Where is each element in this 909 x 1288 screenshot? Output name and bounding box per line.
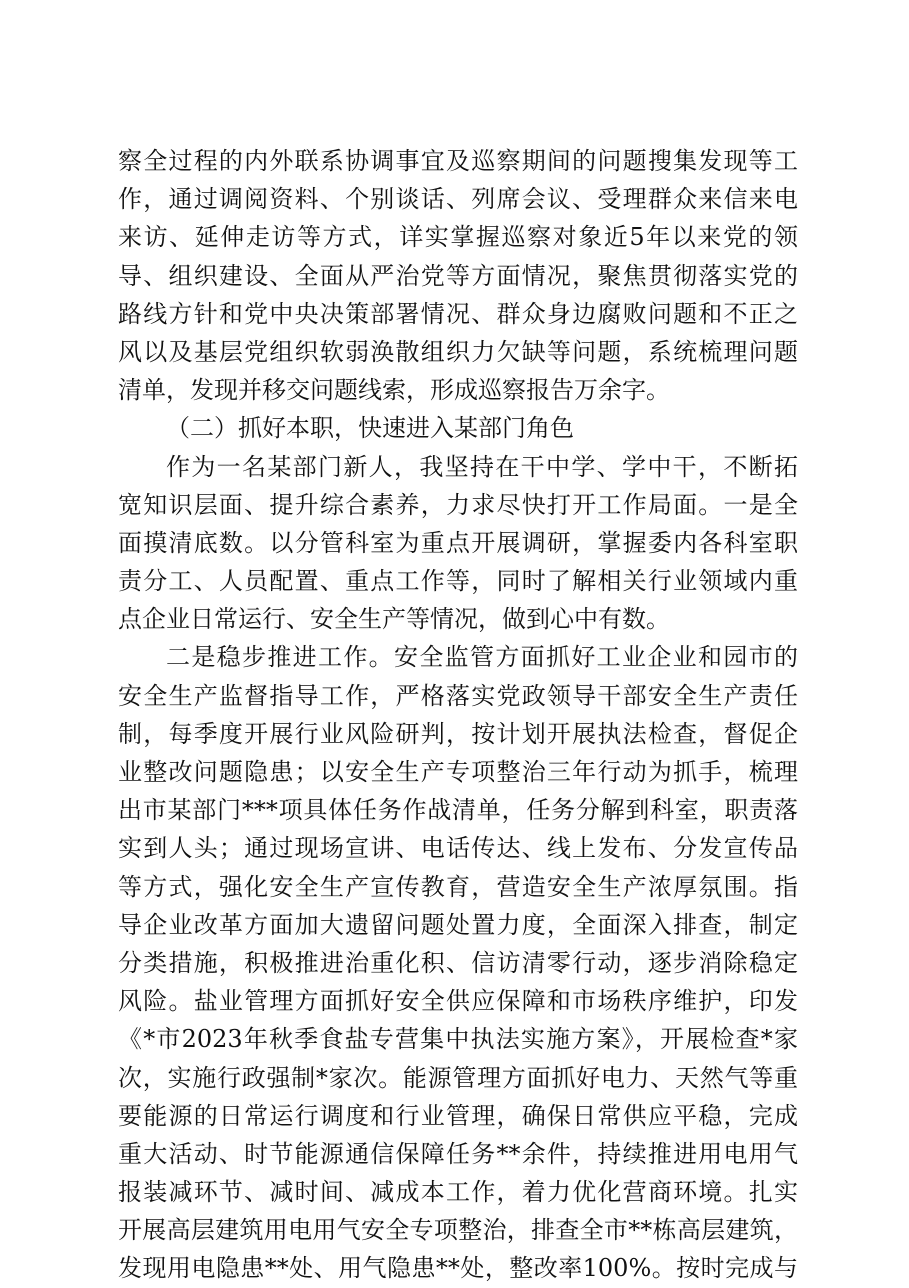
text-line: 制，每季度开展行业风险研判，按计划开展执法检查，督促企 <box>118 719 798 748</box>
paragraph <box>118 448 798 639</box>
text-line: 察全过程的内外联系协调事宜及巡察期间的问题搜集发现等工 <box>118 147 798 175</box>
text-line: 《*市2023年秋季食盐专营集中执法实施方案》，开展检查*家 <box>118 1025 798 1054</box>
text-line: 开展高层建筑用电用气安全专项整治，排查全市**栋高层建筑， <box>118 1216 798 1245</box>
text-line: 分类措施，积极推进治重化积、信访清零行动，逐步消除稳定 <box>118 948 798 977</box>
text-line: 风以及基层党组织软弱涣散组织力欠缺等问题，系统梳理问题 <box>118 337 798 366</box>
text-line: 导、组织建设、全面从严治党等方面情况，聚焦贯彻落实党的 <box>118 261 798 290</box>
text-line: 发现用电隐患**处、用气隐患**处，整改率100%。按时完成与 <box>118 1254 798 1283</box>
text-line: 路线方针和党中央决策部署情况、群众身边腐败问题和不正之 <box>118 299 798 328</box>
section-heading <box>118 409 798 447</box>
text-line: 安全生产监督指导工作，严格落实党政领导干部安全生产责任 <box>118 681 798 710</box>
text-line: 重大活动、时节能源通信保障任务**余件，持续推进用电用气 <box>118 1139 798 1168</box>
text-line: 宽知识层面、提升综合素养，力求尽快打开工作局面。一是全 <box>118 490 798 519</box>
text-line: 出市某部门***项具体任务作战清单，任务分解到科室，职责落 <box>118 796 798 825</box>
text-line: 面摸清底数。以分管科室为重点开展调研，掌握委内各科室职 <box>118 528 798 557</box>
text-line: 次，实施行政强制*家次。能源管理方面抓好电力、天然气等重 <box>118 1063 798 1092</box>
paragraph <box>118 142 798 409</box>
paragraph <box>118 638 798 1287</box>
document-body <box>118 142 798 1288</box>
text-line: 要能源的日常运行调度和行业管理，确保日常供应平稳，完成 <box>118 1101 798 1130</box>
heading-text: （二）抓好本职，快速进入某部门角色 <box>166 414 574 443</box>
text-line: 报装减环节、减时间、减成本工作，着力优化营商环境。扎实 <box>118 1178 798 1207</box>
text-line: 实到人头；通过现场宣讲、电话传达、线上发布、分发宣传品 <box>118 834 798 863</box>
text-line: 责分工、人员配置、重点工作等，同时了解相关行业领域内重 <box>118 567 798 596</box>
text-line: 业整改问题隐患；以安全生产专项整治三年行动为抓手，梳理 <box>118 758 798 786</box>
text-line: 二是稳步推进工作。安全监管方面抓好工业企业和园市的 <box>166 643 798 672</box>
text-line: 导企业改革方面加大遗留问题处置力度，全面深入排查，制定 <box>118 910 798 939</box>
text-line: 清单，发现并移交问题线索，形成巡察报告万余字。 <box>118 376 670 405</box>
text-line: 作，通过调阅资料、个别谈话、列席会议、受理群众来信来电 <box>118 185 798 214</box>
text-line: 等方式，强化安全生产宣传教育，营造安全生产浓厚氛围。指 <box>118 872 798 901</box>
text-line: 风险。盐业管理方面抓好安全供应保障和市场秩序维护，印发 <box>118 987 798 1016</box>
text-line: 点企业日常运行、安全生产等情况，做到心中有数。 <box>118 605 670 634</box>
text-line: 来访、延伸走访等方式，详实掌握巡察对象近5年以来党的领 <box>118 223 798 252</box>
text-line: 作为一名某部门新人，我坚持在干中学、学中干，不断拓 <box>166 452 798 481</box>
